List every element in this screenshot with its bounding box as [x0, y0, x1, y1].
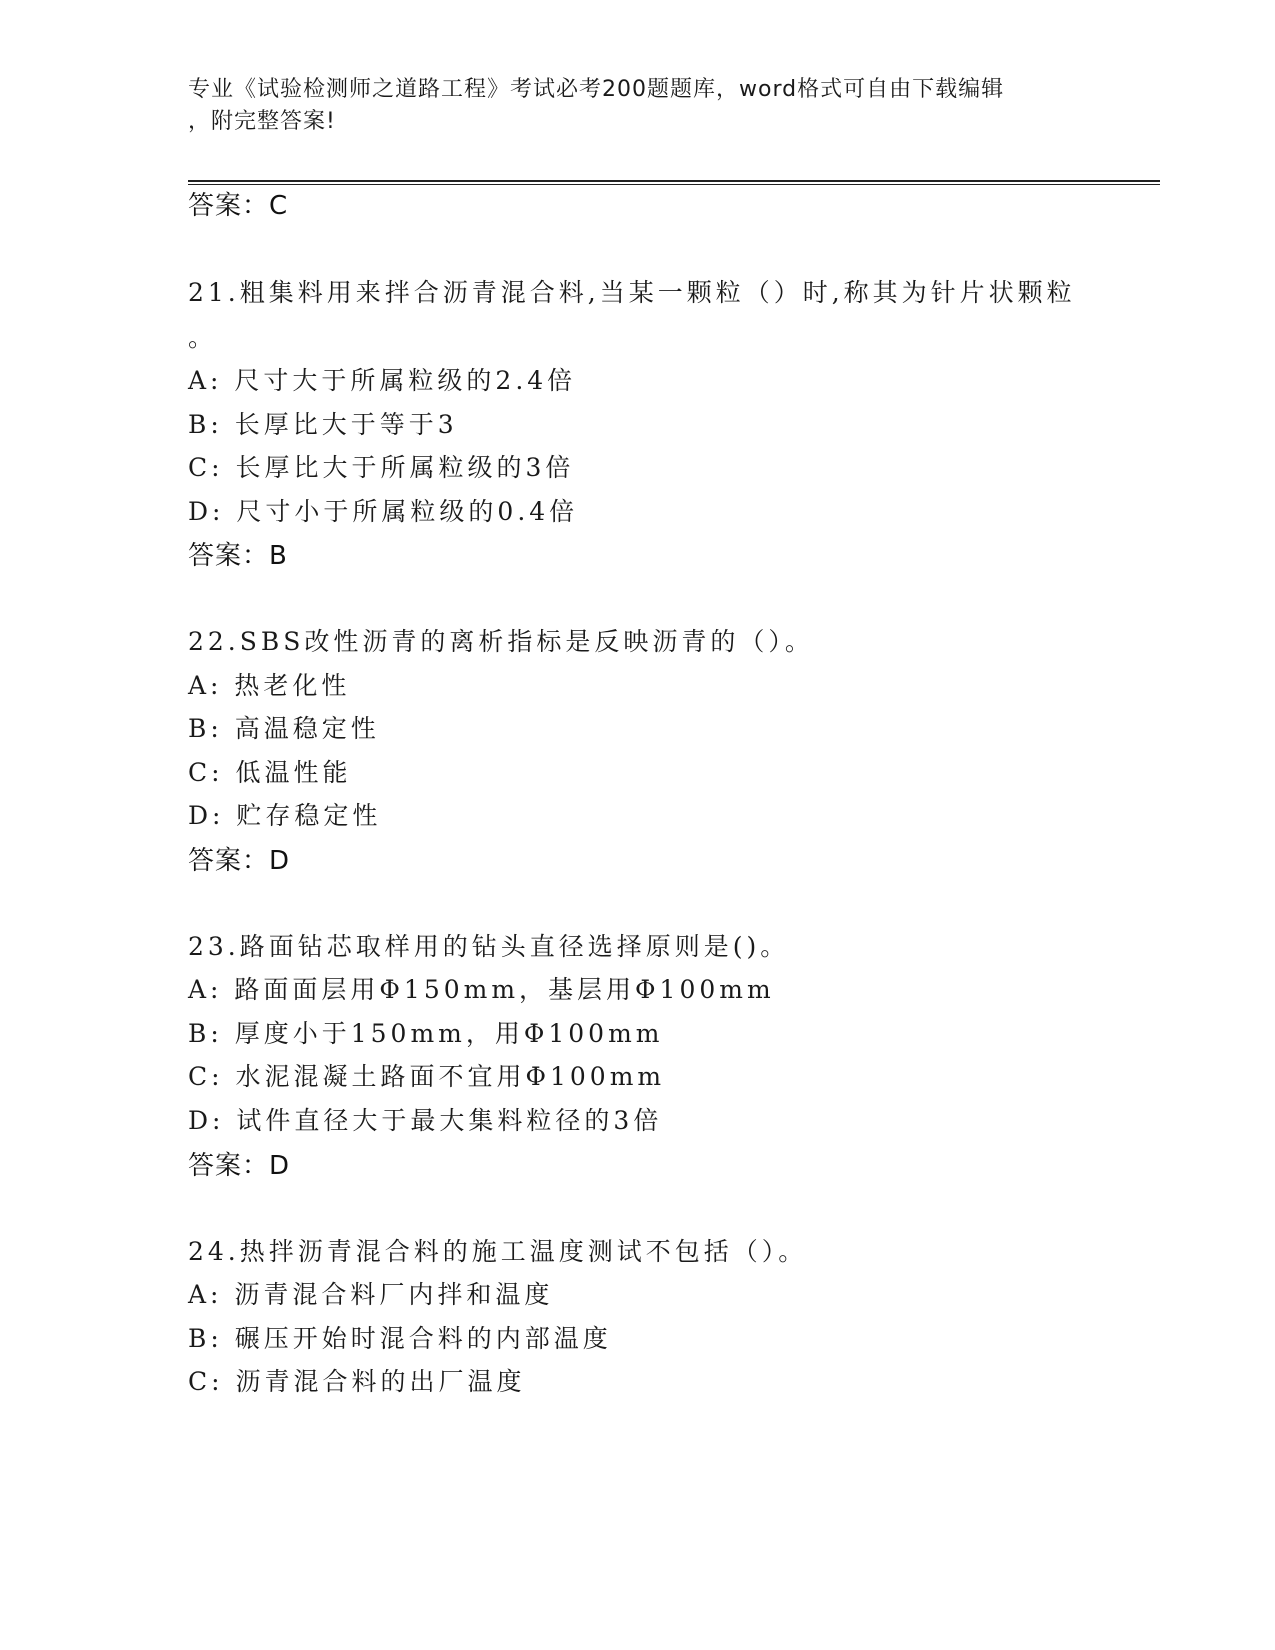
question-stem: 23.路面钻芯取样用的钻头直径选择原则是()。 — [188, 932, 790, 961]
option-a: A: 沥青混合料厂内拌和温度 — [188, 1280, 554, 1309]
option-b: B: 高温稳定性 — [188, 714, 380, 743]
answer-label: 答案：D — [188, 1151, 291, 1181]
question-stem: 22.SBS改性沥青的离析指标是反映沥青的（）。 — [188, 627, 814, 656]
question-stem: 24.热拌沥青混合料的施工温度测试不包括（）。 — [188, 1237, 808, 1266]
header-title-line-2: ，附完整答案! — [188, 109, 336, 134]
option-a: A: 热老化性 — [188, 671, 351, 700]
question-stem: 21.粗集料用来拌合沥青混合料,当某一颗粒（）时,称其为针片状颗粒 — [188, 278, 1076, 307]
header-title-line-1: 专业《试验检测师之道路工程》考试必考200题题库，word格式可自由下载编辑 — [188, 77, 1005, 102]
page-header — [188, 74, 1068, 138]
option-d: D: 尺寸小于所属粒级的0.4倍 — [188, 497, 579, 526]
option-a: A: 尺寸大于所属粒级的2.4倍 — [188, 366, 577, 395]
option-b: B: 碾压开始时混合料的内部温度 — [188, 1324, 612, 1353]
option-c: C: 长厚比大于所属粒级的3倍 — [188, 453, 575, 482]
option-d: D: 贮存稳定性 — [188, 801, 382, 830]
option-c: C: 沥青混合料的出厂温度 — [188, 1367, 526, 1396]
answer-label: 答案：D — [188, 846, 291, 876]
option-c: C: 水泥混凝土路面不宜用Φ100mm — [188, 1062, 666, 1091]
option-d: D: 试件直径大于最大集料粒径的3倍 — [188, 1106, 663, 1135]
header-divider — [188, 180, 1160, 185]
option-c: C: 低温性能 — [188, 758, 352, 787]
option-a: A: 路面面层用Φ150mm，基层用Φ100mm — [188, 975, 775, 1004]
answer-label: 答案：C — [188, 191, 289, 221]
answer-label: 答案：B — [188, 541, 288, 571]
option-b: B: 长厚比大于等于3 — [188, 410, 458, 439]
option-b: B: 厚度小于150mm，用Φ100mm — [188, 1019, 664, 1048]
question-stem-continuation: 。 — [188, 323, 218, 352]
